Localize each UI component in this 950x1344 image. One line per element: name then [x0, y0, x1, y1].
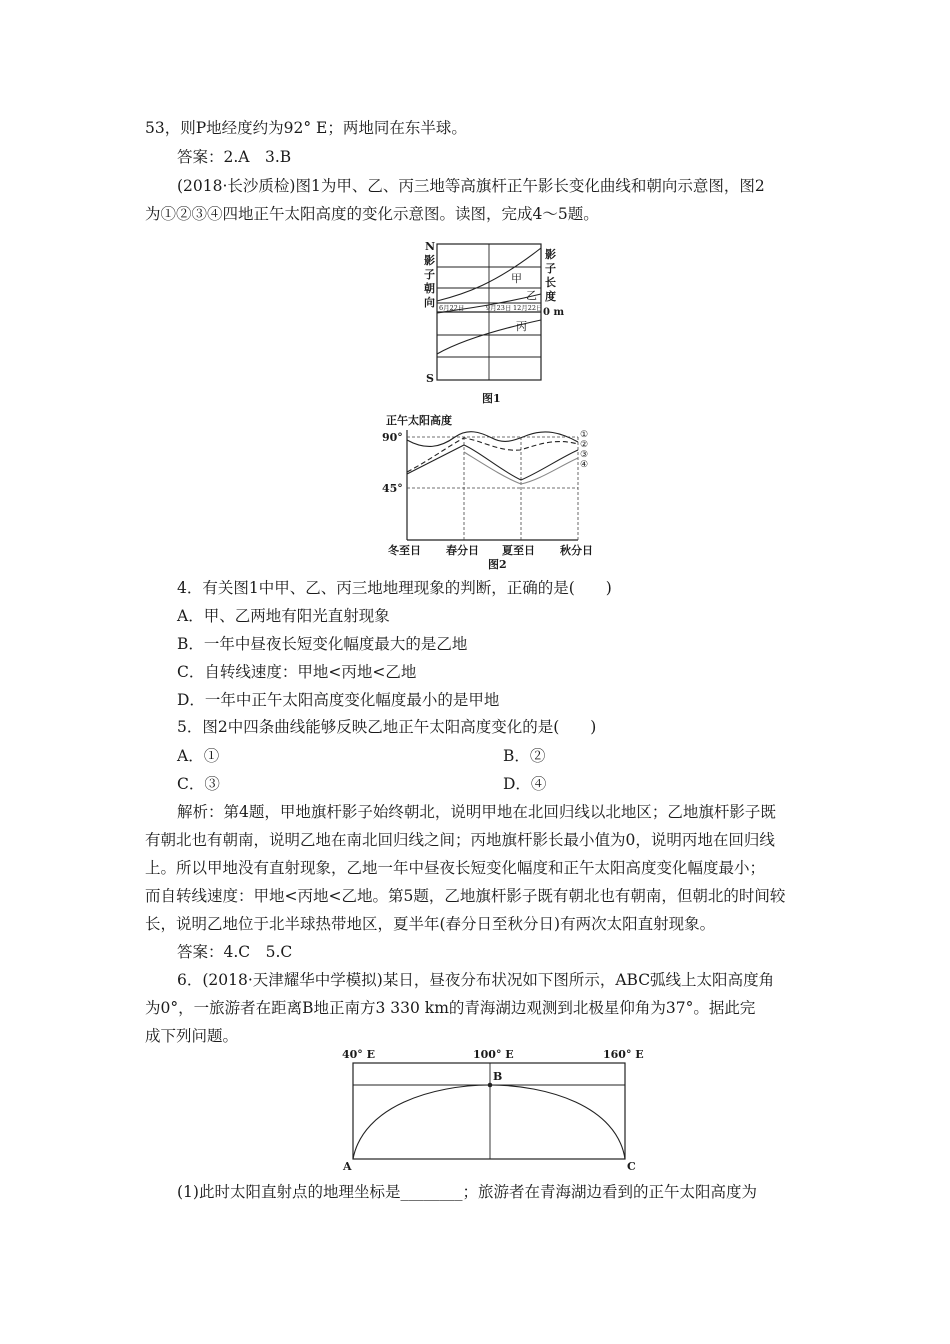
question-6-cont: 为0°，一旅游者在距离B地正南方3 330 km的青海湖边观测到北极星仰角为37°。据此完: [145, 999, 756, 1017]
explanation-line: 上。所以甲地没有直射现象，乙地一年中昼夜长短变化幅度和正午太阳高度变化幅度最小；: [145, 859, 766, 877]
date-label: 6月22日: [439, 304, 465, 312]
axis-label-char: 子: [545, 262, 556, 275]
curve-label-jia: 甲: [511, 272, 522, 285]
explanation-line: 而自转线速度：甲地<丙地<乙地。第5题，乙地旗杆影子既有朝北也有朝南，但朝北的时间较: [145, 887, 786, 905]
figure-caption: 图2: [488, 558, 507, 570]
text-line: 为①②③④四地正午太阳高度的变化示意图。读图，完成4～5题。: [145, 205, 599, 223]
option-b: B．一年中昼夜长短变化幅度最大的是乙地: [177, 635, 468, 653]
north-label: N: [425, 240, 436, 253]
option-b: B．②: [503, 747, 546, 765]
figure-3-day-night-map: [333, 1046, 653, 1176]
curve-label-4: ④: [580, 460, 589, 470]
point-a-label: A: [343, 1160, 352, 1173]
x-tick-label: 冬至日: [388, 544, 421, 557]
zero-label: 0 m: [543, 307, 565, 318]
figure-2-sun-altitude-chart: [380, 410, 610, 570]
option-d: D．一年中正午太阳高度变化幅度最小的是甲地: [177, 691, 500, 709]
point-b-label: B: [493, 1070, 503, 1083]
answer-blank[interactable]: ________: [400, 1183, 463, 1201]
axis-label-char: 长: [545, 276, 556, 289]
curve-label-2: ②: [580, 440, 589, 450]
option-a: A．①: [177, 747, 220, 765]
curve-label-1: ①: [580, 430, 589, 440]
option-c: C．自转线速度：甲地<丙地<乙地: [177, 663, 417, 681]
longitude-label: 40° E: [342, 1048, 376, 1061]
longitude-label: 160° E: [603, 1048, 644, 1061]
question-6-1-text: (1)此时太阳直射点的地理坐标是: [177, 1183, 401, 1201]
question-6: 6．(2018·天津耀华中学模拟)某日，昼夜分布状况如下图所示，ABC弧线上太阳高度角: [177, 971, 775, 989]
curve-label-yi: 乙: [526, 289, 537, 302]
figure-caption: 图1: [482, 392, 501, 405]
answer-line: 答案：4.C 5.C: [177, 943, 293, 961]
chart-title: 正午太阳高度: [386, 414, 452, 427]
question-6-cont: 成下列问题。: [145, 1027, 239, 1045]
option-a: A．甲、乙两地有阳光直射现象: [177, 607, 390, 625]
question-6-1-text: ；旅游者在青海湖边看到的正午太阳高度为: [462, 1183, 757, 1201]
x-tick-label: 秋分日: [560, 544, 593, 557]
x-tick-label: 春分日: [446, 544, 479, 557]
axis-label-char: 度: [545, 290, 556, 303]
date-label: 9月23日: [486, 304, 512, 312]
explanation-line: 解析：第4题，甲地旗杆影子始终朝北，说明甲地在北回归线以北地区；乙地旗杆影子既: [177, 803, 776, 821]
question-6-1: [177, 1182, 757, 1202]
south-label: S: [426, 372, 434, 385]
axis-label-char: 子: [424, 268, 435, 281]
question-5: 5．图2中四条曲线能够反映乙地正午太阳高度变化的是( ): [177, 718, 597, 736]
text-line: (2018·长沙质检)图1为甲、乙、丙三地等高旗杆正午影长变化曲线和朝向示意图，图2: [177, 177, 765, 195]
explanation-line: 有朝北也有朝南，说明乙地在南北回归线之间；丙地旗杆影长最小值为0，说明丙地在回归线: [145, 831, 775, 849]
question-4: 4．有关图1中甲、乙、丙三地地理现象的判断，正确的是( ): [177, 579, 612, 597]
longitude-label: 100° E: [473, 1048, 514, 1061]
axis-label-char: 影: [424, 254, 435, 267]
axis-label-char: 朝: [424, 282, 435, 295]
y-tick-label: 90°: [382, 431, 403, 444]
axis-label-char: 影: [545, 248, 556, 261]
date-label: 12月22日: [513, 304, 543, 312]
option-d: D．④: [503, 775, 547, 793]
axis-label-char: 向: [424, 296, 435, 309]
curve-label-bing: 丙: [516, 320, 527, 333]
y-tick-label: 45°: [382, 482, 403, 495]
curve-label-3: ③: [580, 450, 589, 460]
point-c-label: C: [627, 1160, 636, 1173]
option-c: C．③: [177, 775, 220, 793]
answer-line: 答案：2.A 3.B: [177, 148, 292, 166]
figure-1-shadow-chart: [415, 236, 575, 411]
text-line: 53，则P地经度约为92° E；两地同在东半球。: [145, 119, 467, 137]
explanation-line: 长，说明乙地位于北半球热带地区，夏半年(春分日至秋分日)有两次太阳直射现象。: [145, 915, 716, 933]
x-tick-label: 夏至日: [502, 544, 535, 557]
